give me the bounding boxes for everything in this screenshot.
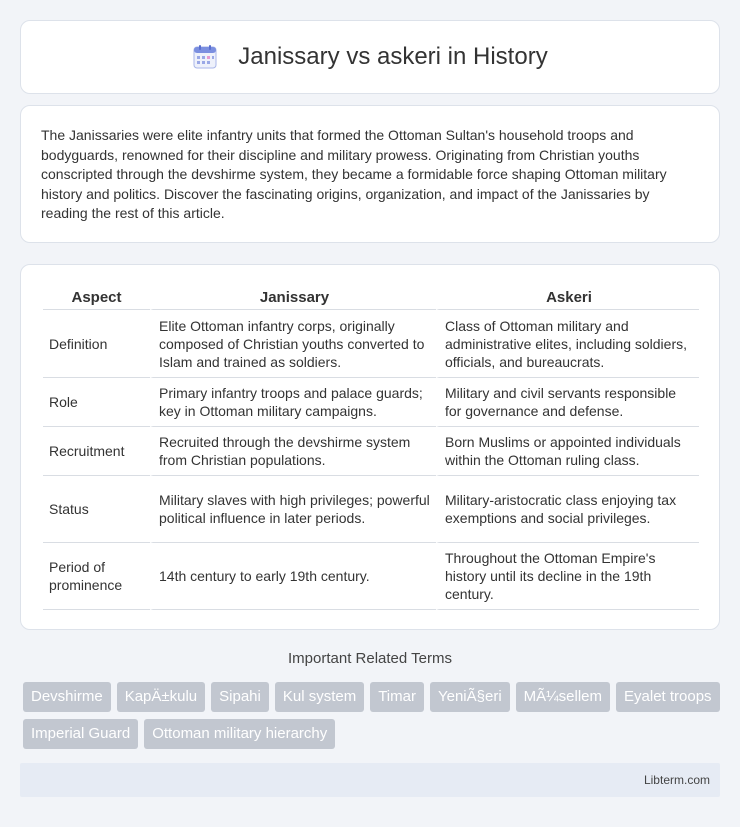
cell-askeri: Class of Ottoman military and administrative elites, including soldiers, officials, and bureaucrats. — [436, 310, 699, 378]
cell-askeri: Military and civil servants responsible for governance and defense. — [436, 378, 699, 427]
cell-aspect: Period of prominence — [43, 543, 150, 610]
calendar-icon — [192, 44, 218, 70]
related-term-tag[interactable]: Imperial Guard — [23, 719, 138, 749]
related-term-tag[interactable]: Devshirme — [23, 682, 111, 712]
table-row — [43, 378, 699, 427]
related-term-tag[interactable]: Kul system — [275, 682, 364, 712]
comparison-table — [43, 283, 699, 610]
cell-janissary: 14th century to early 19th century. — [150, 543, 436, 610]
cell-askeri: Throughout the Ottoman Empire's history until its decline in the 19th century. — [436, 543, 699, 610]
related-term-tag[interactable]: Eyalet troops — [616, 682, 720, 712]
cell-janissary: Recruited through the devshirme system from Christian populations. — [150, 427, 436, 476]
intro-card — [20, 105, 720, 243]
related-term-tag[interactable]: MÃ¼sellem — [516, 682, 610, 712]
footer — [20, 763, 720, 797]
header-aspect: Aspect — [43, 283, 150, 310]
cell-askeri: Military-aristocratic class enjoying tax exemptions and social privileges. — [436, 476, 699, 543]
cell-janissary: Primary infantry troops and palace guards; key in Ottoman military campaigns. — [150, 378, 436, 427]
cell-aspect: Status — [43, 476, 150, 543]
cell-aspect: Role — [43, 378, 150, 427]
related-term-tag[interactable]: Timar — [370, 682, 424, 712]
intro-text: The Janissaries were elite infantry units that formed the Ottoman Sultan's household troops and bodyguards, renowned for their discipline and military prowess. Originating from Christian youths conscripted through the devshirme system, they became a formidable force shaping Ottoman military history and politics. Discover the fascinating origins, organization, and impact of the Janissaries by reading the rest of this article. — [41, 127, 667, 222]
related-term-tag[interactable]: Ottoman military hierarchy — [144, 719, 335, 749]
related-term-tag[interactable]: KapÄ±kulu — [117, 682, 205, 712]
page-title: Janissary vs askeri in History — [238, 43, 548, 70]
related-terms-list — [23, 682, 723, 749]
header-askeri: Askeri — [436, 283, 699, 310]
table-row — [43, 427, 699, 476]
related-terms-title: Important Related Terms — [288, 650, 452, 667]
cell-askeri: Born Muslims or appointed individuals within the Ottoman ruling class. — [436, 427, 699, 476]
table-header-row — [43, 283, 699, 310]
cell-janissary: Elite Ottoman infantry corps, originally composed of Christian youths converted to Islam and trained as soldiers. — [150, 310, 436, 378]
table-row — [43, 476, 699, 543]
header-janissary: Janissary — [150, 283, 436, 310]
cell-aspect: Definition — [43, 310, 150, 378]
comparison-card — [20, 264, 720, 630]
header-card — [20, 20, 720, 94]
footer-site-link[interactable]: Libterm.com — [643, 773, 710, 787]
related-term-tag[interactable]: YeniÃ§eri — [430, 682, 510, 712]
cell-janissary: Military slaves with high privileges; powerful political influence in later periods. — [150, 476, 436, 543]
related-term-tag[interactable]: Sipahi — [211, 682, 269, 712]
table-row — [43, 543, 699, 610]
cell-aspect: Recruitment — [43, 427, 150, 476]
table-row — [43, 310, 699, 378]
